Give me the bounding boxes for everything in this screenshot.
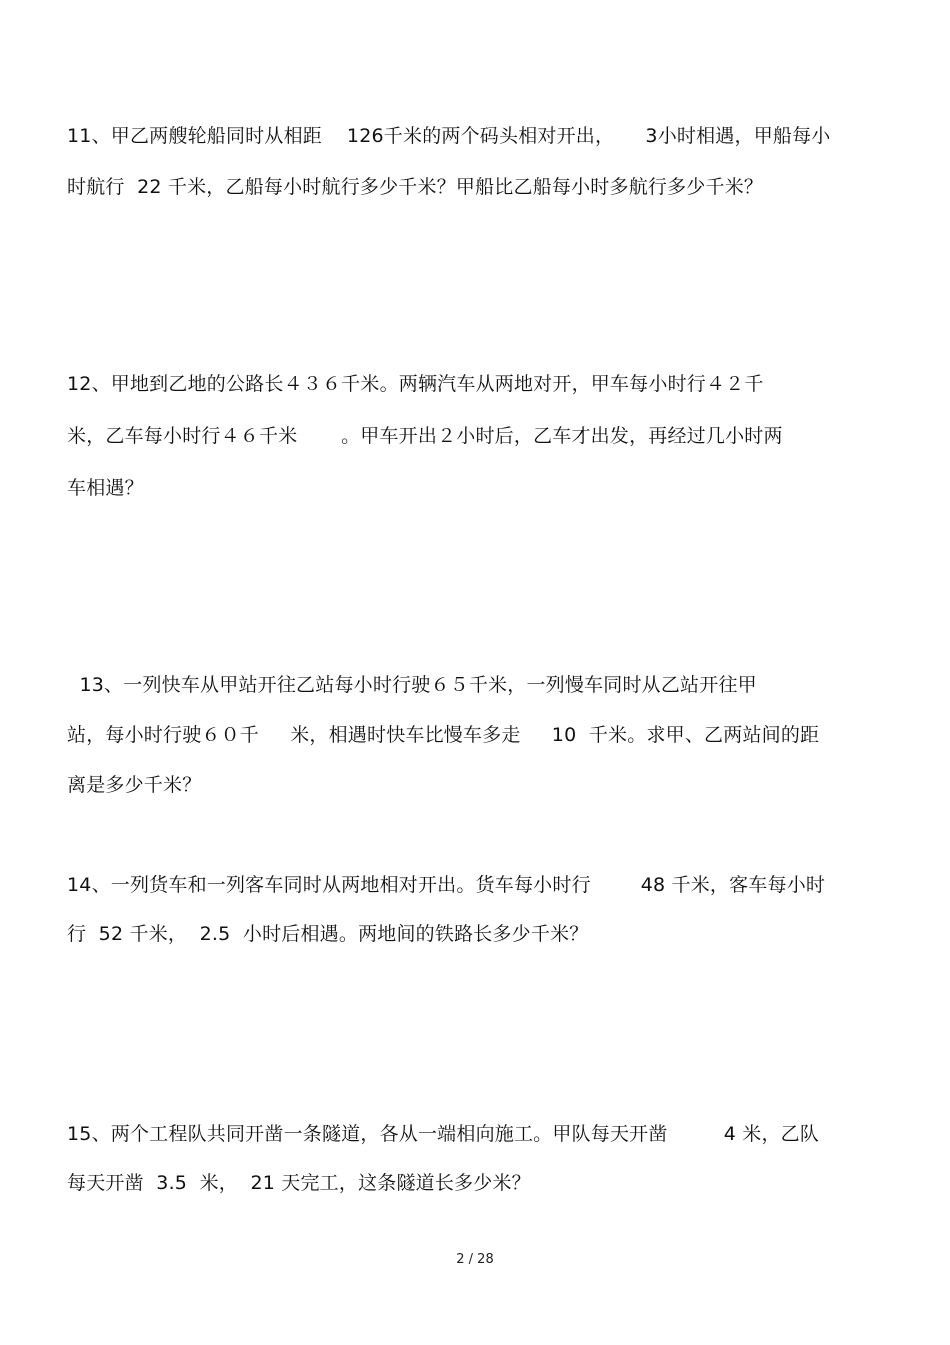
problem-12-line-3: 车相遇？ [67,477,144,499]
problem-14-line-2: 行 52 千米， 2.5 小时后相遇。两地间的铁路长多少千米？ [67,923,589,945]
problem-12-line-1: 12、甲地到乙地的公路长４３６千米。两辆汽车从两地对开，甲车每小时行４２千 [67,373,764,395]
problem-11-line-1: 11、甲乙两艘轮船同时从相距 126千米的两个码头相对开出， 3小时相遇，甲船每小 [67,125,831,147]
problem-12-line-2: 米，乙车每小时行４６千米 。甲车开出２小时后，乙车才出发，再经过几小时两 [67,425,783,447]
problem-13-line-1: 13、一列快车从甲站开往乙站每小时行驶６５千米，一列慢车同时从乙站开往甲 [67,674,757,696]
problem-15-line-1: 15、两个工程队共同开凿一条隧道，各从一端相向施工。甲队每天开凿 4 米，乙队 [67,1123,820,1145]
problem-13-line-3: 离是多少千米？ [67,774,202,796]
problem-11-line-2: 时航行 22 千米，乙船每小时航行多少千米？甲船比乙船每小时多航行多少千米？ [67,176,764,198]
page-number: 2 / 28 [456,1252,494,1267]
problem-13-line-2: 站，每小时行驶６０千 米，相遇时快车比慢车多走 10 千米。求甲、乙两站间的距 [67,724,820,746]
problem-15-line-2: 每天开凿 3.5 米， 21 天完工，这条隧道长多少米？ [67,1172,531,1194]
problem-14-line-1: 14、一列货车和一列客车同时从两地相对开出。货车每小时行 48 千米，客车每小时 [67,874,826,896]
